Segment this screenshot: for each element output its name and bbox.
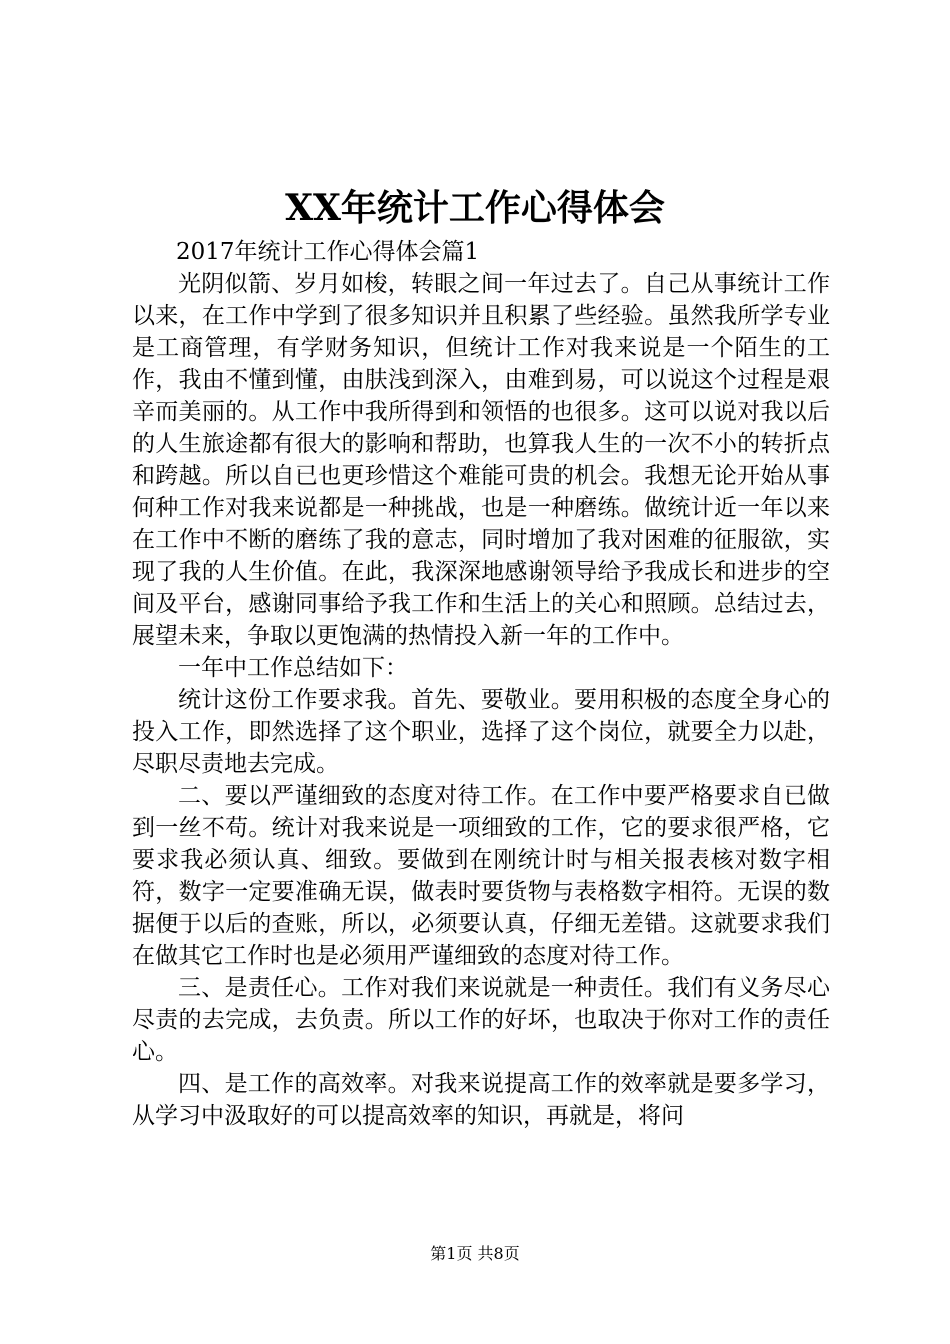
page-number-footer: 第1页 共8页 (430, 1244, 520, 1263)
document-title: XX年统计工作心得体会 (285, 187, 665, 229)
paragraph: 一年中工作总结如下： (178, 655, 408, 681)
paragraph: 统计这份工作要求我。首先、要敬业。要用积极的态度全身心的投入工作，即然选择了这个职业，选择了这个岗位，就要全力以赴，尽职尽责地去完成。 (132, 687, 830, 777)
document-body (132, 236, 830, 1132)
paragraph: 二、要以严谨细致的态度对待工作。在工作中要严格要求自已做到一丝不苟。统计对我来说是一项细致的工作，它的要求很严格，它要求我必须认真、细致。要做到在刚统计时与相关报表核对数字相符，数字一定要准确无误，做表时要货物与表格数字相符。无误的数据便于以后的查账，所以，必须要认真，仔细无差错。这就要求我们在做其它工作时也是必须用严谨细致的态度对待工作。 (132, 783, 830, 969)
paragraph: 四、是工作的高效率。对我来说提高工作的效率就是要多学习，从学习中汲取好的可以提高效率的知识，再就是，将问 (132, 1071, 830, 1129)
section-heading: 2017年统计工作心得体会篇1 (176, 239, 480, 265)
paragraph: 光阴似箭、岁月如梭，转眼之间一年过去了。自己从事统计工作以来，在工作中学到了很多知识并且积累了些经验。虽然我所学专业是工商管理，有学财务知识，但统计工作对我来说是一个陌生的工作，我由不懂到懂，由肤浅到深入，由难到易，可以说这个过程是艰辛而美丽的。从工作中我所得到和领悟的也很多。这可以说对我以后的人生旅途都有很大的影响和帮助，也算我人生的一次不小的转折点和跨越。所以自已也更珍惜这个难能可贵的机会。我想无论开始从事何种工作对我来说都是一种挑战，也是一种磨练。做统计近一年以来在工作中不断的磨练了我的意志，同时增加了我对困难的征服欲，实现了我的人生价值。在此，我深深地感谢领导给予我成长和进步的空间及平台，感谢同事给予我工作和生活上的关心和照顾。总结过去，展望未来，争取以更饱满的热情投入新一年的工作中。 (132, 271, 830, 649)
paragraph: 三、是责任心。工作对我们来说就是一种责任。我们有义务尽心尽责的去完成，去负责。所以工作的好坏，也取决于你对工作的责任心。 (132, 975, 830, 1065)
